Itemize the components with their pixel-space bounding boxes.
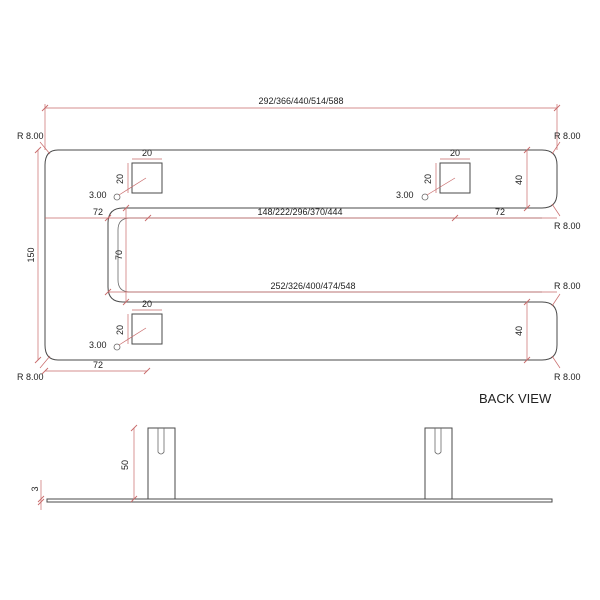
dim-overall-width: 292/366/440/514/588	[258, 96, 344, 106]
side-plate	[47, 499, 552, 502]
dim-radius-bottom-left: R 8.00	[17, 372, 44, 382]
dim-lower-length: 252/326/400/474/548	[270, 281, 356, 291]
dim-tab-width-1: 20	[141, 148, 153, 158]
dim-inner-slot-length: 148/222/296/370/444	[257, 207, 343, 217]
dim-radius-bottom-right: R 8.00	[554, 372, 581, 382]
dim-inset-left-top: 72	[92, 207, 104, 217]
dim-radius-top-left: R 8.00	[17, 131, 44, 141]
side-tab-right-notch	[435, 428, 441, 454]
dim-radius-inner-top: R 8.00	[554, 221, 581, 231]
dim-radius-inner-bottom: R 8.00	[554, 281, 581, 291]
dim-side-tab-height: 50	[120, 459, 130, 471]
dim-hole-2: 3.00	[396, 190, 414, 200]
dim-plate-thickness: 3	[30, 486, 40, 492]
dim-hole-3: 3.00	[89, 340, 107, 350]
dim-inset-right-top: 72	[494, 207, 506, 217]
dim-hole-1: 3.00	[89, 190, 107, 200]
dim-radius-top-right: R 8.00	[554, 131, 581, 141]
dim-inset-left-bottom: 72	[92, 360, 104, 370]
side-tab-left	[148, 428, 175, 499]
dim-tab-width-2: 20	[449, 148, 461, 158]
dim-tab-height-3: 20	[115, 324, 125, 336]
mounting-tab-top-left	[132, 163, 162, 193]
mounting-tab-bottom-left	[132, 314, 162, 344]
dim-tab-height-2: 20	[423, 173, 433, 185]
side-tab-right	[425, 428, 452, 499]
dim-tab-width-3: 20	[141, 299, 153, 309]
view-title: BACK VIEW	[479, 391, 552, 406]
dim-slot-height: 70	[114, 249, 124, 261]
dim-tab-height-1: 20	[115, 173, 125, 185]
dim-height: 150	[26, 247, 36, 263]
dim-arm-height-bottom: 40	[514, 325, 524, 337]
side-tab-left-notch	[158, 428, 164, 454]
dim-arm-height-top: 40	[514, 174, 524, 186]
